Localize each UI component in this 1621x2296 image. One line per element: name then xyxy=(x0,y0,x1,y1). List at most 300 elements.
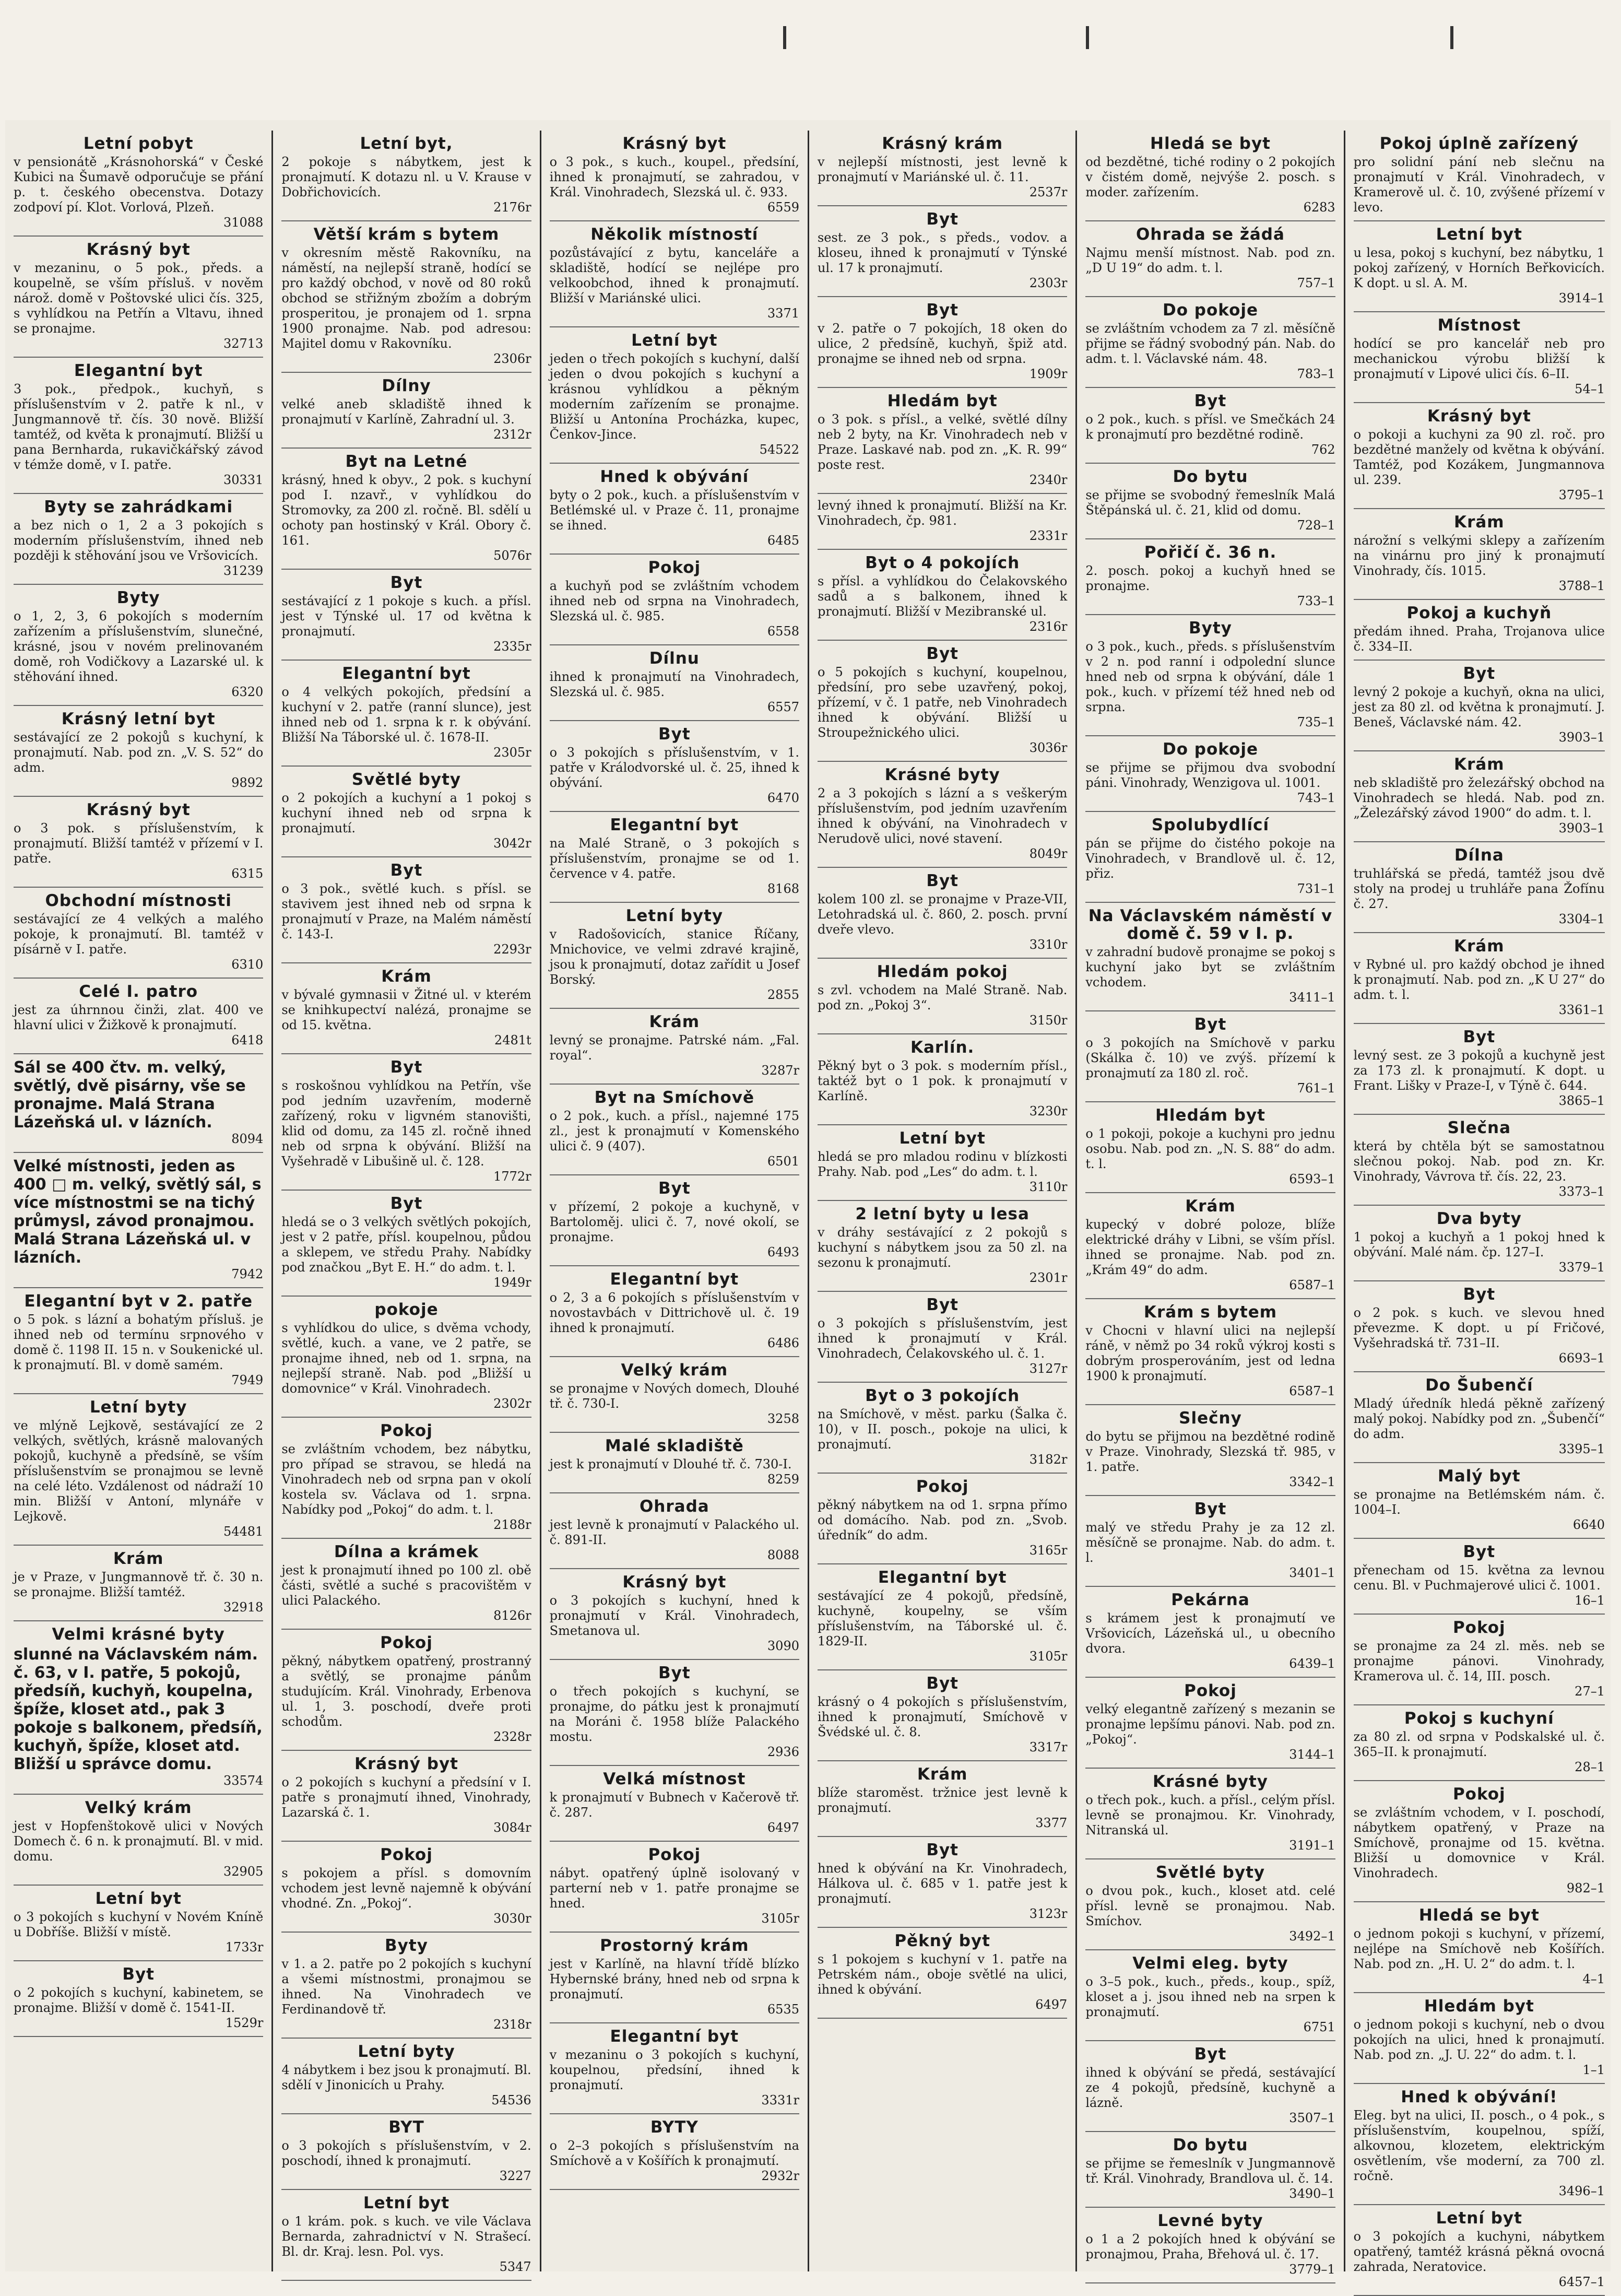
ad-body-text: o třech pok., kuch. a přísl., celým přísl. levně se pronajmou. Kr. Vinohrady, Nitranská ul. xyxy=(1085,1793,1335,1838)
ad-body-text: o 3 pokojích s příslušenstvím, jest ihned k pronajmutí v Král. Vinohradech, Čelakovského ul. č. 1. xyxy=(817,1316,1068,1361)
classified-ad xyxy=(281,1842,531,1933)
ad-heading: Krám xyxy=(1454,513,1505,532)
ad-body-text: Mladý úředník hledá pěkně zařízený malý pokoj. Nabídky pod zn. „Šubenčí“ do adm. xyxy=(1353,1396,1605,1441)
classified-ad xyxy=(281,857,531,963)
ad-body-text: ve mlýně Lejkově, sestávající ze 2 velkých, světlých, krásně malovaných pokojů, kuchyně a předsíně, se vším příslušenstvím se pronajmou se levně na celé léto. Vzdálenost od nádraží 10 min. Bližší v Antoní, mlynáře v Lejkově. xyxy=(14,1418,264,1524)
ad-heading: Byty xyxy=(385,1936,428,1955)
ad-reference-code: 728–1 xyxy=(1297,518,1335,533)
ad-heading: Do Šubenčí xyxy=(1425,1376,1533,1395)
ad-column xyxy=(1077,131,1345,2277)
ad-body-text: o 5 pokojích s kuchyní, koupelnou, předsíní, pro sebe uzavřený, pokoj, přízemí, v č. 1 patře, neb Vinohradech ihned k obývání. Bližší u Stroupežnického ulici. xyxy=(817,665,1068,740)
ad-body-text: velký elegantně zařízený s mezanin se pronajme lepšímu pánovi. Nab. pod zn. „Pokoj“. xyxy=(1085,1702,1335,1747)
classified-ad xyxy=(1085,903,1335,1011)
ad-heading: Byt xyxy=(926,872,959,890)
classified-ad xyxy=(818,297,1067,388)
ad-body-text: v mezaninu o 3 pokojích s kuchyní, koupelnou, předsíní, ihned k pronajmutí. xyxy=(549,2047,799,2092)
ad-heading: Byt na Letné xyxy=(345,452,468,471)
classified-ad xyxy=(818,1383,1067,1474)
classified-ad xyxy=(1354,131,1605,221)
ad-reference-code: 7949 xyxy=(231,1373,264,1387)
ad-reference-code: 3507–1 xyxy=(1289,2111,1335,2125)
classified-ad xyxy=(14,1886,263,1961)
ad-reference-code: 3788–1 xyxy=(1558,579,1605,593)
ad-reference-code: 6320 xyxy=(231,685,264,699)
ad-body-text: jest v Hopfenštokově ulici v Nových Domech č. 6 n. k pronajmutí. Bl. v mid. domu. xyxy=(14,1819,264,1864)
ad-heading: Velmi eleg. byty xyxy=(1132,1954,1288,1973)
classified-ad xyxy=(1085,1678,1335,1769)
ad-heading: Krám xyxy=(917,1765,968,1784)
ad-heading: BYT xyxy=(388,2118,424,2137)
ad-heading: Krásné byty xyxy=(1152,1772,1268,1791)
ad-reference-code: 28–1 xyxy=(1575,1760,1605,1774)
classified-ad xyxy=(550,1433,799,1493)
classified-ad xyxy=(1354,1781,1605,1902)
ad-reference-code: 8049r xyxy=(1029,846,1068,861)
ad-reference-code: 3182r xyxy=(1029,1452,1068,1467)
classified-ad xyxy=(1085,539,1335,615)
ad-reference-code: 2328r xyxy=(493,1729,531,1744)
ad-heading: Slečny xyxy=(1179,1409,1242,1428)
classified-ad xyxy=(14,1961,263,2037)
classified-ad xyxy=(1085,1011,1335,1102)
ad-reference-code: 32713 xyxy=(223,336,264,351)
classified-ad xyxy=(1354,1372,1605,1463)
ad-heading: pokoje xyxy=(374,1300,439,1319)
ad-reference-code: 3227 xyxy=(499,2169,531,2183)
ad-body-text: za 80 zl. od srpna v Podskalské ul. č. 365–II. k pronajmutí. xyxy=(1353,1729,1605,1759)
classified-ad xyxy=(550,555,799,645)
ad-heading: Byt xyxy=(926,1841,959,1859)
ad-reference-code: 3258 xyxy=(767,1411,799,1426)
ad-body-text: o 3 pok., světlé kuch. s přísl. se stavivem jest ihned neb od srpna k pronajmutí v Praze, na Malém náměstí č. 143-I. xyxy=(281,881,531,941)
classified-ad xyxy=(281,1297,531,1418)
ad-reference-code: 6485 xyxy=(767,533,799,548)
ad-heading: Letní byt xyxy=(899,1129,986,1148)
ad-reference-code: 3490–1 xyxy=(1289,2186,1335,2201)
ad-reference-code: 2331r xyxy=(1029,528,1068,543)
ad-reference-code: 2188r xyxy=(493,1517,531,1532)
ad-heading: Hledá se byt xyxy=(1150,134,1271,153)
classified-ad xyxy=(1085,615,1335,736)
ad-heading: Byt xyxy=(926,1674,959,1693)
ad-body-text: která by chtěla být se samostatnou slečnou pokoj. Nab. pod zn. Kr. Vinohrady, Vávrova tř. čís. 22, 23. xyxy=(1353,1139,1605,1184)
ad-body-text: ihned k obývání se předá, sestávající ze 4 pokojů, předsíně, kuchyně a lázně. xyxy=(1085,2065,1335,2110)
ad-reference-code: 3084r xyxy=(493,1820,531,1835)
scan-mark xyxy=(783,26,786,49)
ad-body-text: 4 nábytkem i bez jsou k pronajmutí. Bl. sdělí v Jinonicích u Prahy. xyxy=(281,2063,531,2092)
ad-body-text: v Radošovicích, stanice Říčany, Mnichovice, ve velmi zdravé krajině, jsou k pronajmutí, dotaz zařídit u Josef Borský. xyxy=(549,927,799,987)
ad-reference-code: 743–1 xyxy=(1297,791,1335,805)
classified-ad xyxy=(1354,509,1605,600)
ad-body-text: 2 pokoje s nábytkem, jest k pronajmutí. K dotazu nl. u V. Krause v Dobřichovicích. xyxy=(281,155,531,199)
ad-body-text: s vyhlídkou do ulice, s dvěma vchody, světlé, kuch. a vane, ve 2 patře, se pronajme ihned, neb od 1. srpna, na nejlepší straně. Nab. pod „Bližší u domovnice“ v Král. Vinohradech. xyxy=(281,1321,531,1396)
ad-reference-code: 54522 xyxy=(759,442,799,457)
classified-ad xyxy=(14,494,263,585)
classified-ad xyxy=(1085,812,1335,903)
ad-heading: Krám xyxy=(113,1549,164,1568)
classified-ad xyxy=(1085,1496,1335,1587)
ad-heading: 2 letní byty u lesa xyxy=(855,1205,1030,1223)
ad-reference-code: 5076r xyxy=(493,548,531,563)
ad-body-text: k pronajmutí v Bubnech v Kačerově tř. č. 287. xyxy=(549,1790,799,1820)
classified-columns xyxy=(5,131,1613,2289)
ad-heading: Letní byty xyxy=(89,1398,187,1417)
ad-reference-code: 6751 xyxy=(1303,2020,1335,2034)
scan-mark xyxy=(1450,26,1453,49)
ad-heading: Letní byt xyxy=(95,1889,182,1908)
classified-ad xyxy=(1354,661,1605,751)
ad-heading: Byt xyxy=(1463,1543,1496,1561)
ad-reference-code: 6593–1 xyxy=(1289,1172,1335,1186)
ad-body-text: levný 2 pokoje a kuchyň, okna na ulici, jest za 80 zl. od května k pronajmutí. J. Beneš, Václavské nám. 42. xyxy=(1353,685,1605,729)
ad-body-text: o 5 pok. s lázní a bohatým přísluš. je ihned neb od termínu srpnového v domě č. 1198 II. 15 n. v Soukenické ul. k pronajmutí. Bl. v domě samém. xyxy=(14,1312,264,1372)
ad-reference-code: 32905 xyxy=(223,1864,264,1879)
scan-mark xyxy=(1086,26,1089,49)
ad-reference-code: 16–1 xyxy=(1575,1593,1605,1608)
ad-heading: Krásný byt xyxy=(86,800,191,819)
ad-heading: Byty xyxy=(1189,619,1232,638)
ad-body-text: o 3 pok., kuch., předs. s příslušenstvím v 2 n. pod ranní i odpolední slunce hned neb od srpna k obývání, dále 1 pok., kuch. v přízemí též hned neb od srpna. xyxy=(1085,639,1335,714)
ad-heading: Letní byt, xyxy=(360,134,453,153)
ad-reference-code: 3865–1 xyxy=(1558,1093,1605,1108)
ad-body-text: Pěkný byt o 3 pok. s moderním přísl., taktéž byt o 1 pok. k pronajmutí v Karlíně. xyxy=(817,1058,1068,1103)
ad-body-text: ihned k pronajmutí na Vinohradech, Slezská ul. č. 985. xyxy=(549,669,799,699)
ad-body-text: v bývalé gymnasii v Žitné ul. v kterém se knihkupectví nalézá, pronajme se od 15. května. xyxy=(281,987,531,1032)
ad-reference-code: 6283 xyxy=(1303,200,1335,215)
ad-reference-code: 6558 xyxy=(767,624,799,639)
ad-reference-code: 2176r xyxy=(493,200,531,215)
classified-ad xyxy=(14,237,263,358)
ad-heading: Pokoj xyxy=(1452,1618,1506,1637)
ad-heading: Krám xyxy=(1454,755,1505,774)
ad-body-text: s roskošnou vyhlídkou na Petřín, vše pod jedním uzavřením, moderně zařízený, roku v ligvném stanovišti, klid od domu, za 145 zl. ročně ihned neb od srpna k obývání. Bližší na Vyšehradě v Libušině ul. č. 128. xyxy=(281,1078,531,1169)
ad-reference-code: 2855 xyxy=(767,987,799,1002)
ad-reference-code: 3310r xyxy=(1029,937,1068,952)
ad-body-text: jest levně k pronajmutí v Palackého ul. č. 891-II. xyxy=(549,1517,799,1547)
classified-ad xyxy=(1354,2084,1605,2205)
ad-body-text: a bez nich o 1, 2 a 3 pokojích s moderním příslušenstvím, ihned neb později k stěhování jsou ve Vršovicích. xyxy=(14,518,264,563)
classified-ad xyxy=(1085,221,1335,297)
classified-ad xyxy=(1085,1102,1335,1193)
ad-heading: Krám xyxy=(1454,937,1505,956)
ad-heading: Letní byty xyxy=(358,2042,455,2061)
ad-reference-code: 3401–1 xyxy=(1289,1565,1335,1580)
ad-reference-code: 54481 xyxy=(223,1524,264,1539)
classified-ad xyxy=(1354,751,1605,842)
ad-reference-code: 6439–1 xyxy=(1289,1656,1335,1671)
ad-heading: Byt xyxy=(658,1179,691,1198)
ad-heading: Byt o 4 pokojích xyxy=(865,554,1020,572)
ad-heading: Hned k obývání xyxy=(600,467,749,486)
ad-heading: Krásný byt xyxy=(1427,407,1531,426)
classified-ad xyxy=(14,888,263,979)
ad-body-text: krásný o 4 pokojích s příslušenstvím, ihned k pronajmutí, Smíchově v Švédské ul. č. 8. xyxy=(817,1694,1068,1739)
ad-heading: Pokoj xyxy=(380,1633,433,1652)
ad-reference-code: 3795–1 xyxy=(1558,488,1605,502)
classified-ad xyxy=(818,1292,1067,1383)
ad-reference-code: 2340r xyxy=(1029,473,1068,487)
classified-ad xyxy=(550,645,799,721)
ad-column xyxy=(809,131,1077,2271)
ad-reference-code: 8168 xyxy=(767,881,799,896)
ad-body-text: o třech pokojích s kuchyní, se pronajme, do pátku jest k pronajmutí na Moráni č. 1958 blíže Palackého mostu. xyxy=(549,1684,799,1744)
ad-heading: Hledám byt xyxy=(1424,1997,1534,2016)
classified-ad xyxy=(14,1546,263,1621)
ad-heading: Dva byty xyxy=(1436,1209,1522,1228)
ad-body-text: s 1 pokojem s kuchyní v 1. patře na Petrském nám., oboje světlé na ulici, ihned k obývání. xyxy=(817,1952,1068,1997)
ad-reference-code: 2293r xyxy=(493,942,531,957)
ad-reference-code: 8126r xyxy=(493,1608,531,1623)
ad-heading: Do pokoje xyxy=(1162,740,1259,759)
ad-body-text: pro solidní pání neb slečnu na pronajmutí v Král. Vinohradech, v Kramerově ul. č. 10, zvýšené přízemí v levo. xyxy=(1353,155,1605,215)
classified-ad xyxy=(1354,1206,1605,1281)
classified-ad xyxy=(1085,1299,1335,1405)
classified-ad xyxy=(1085,1587,1335,1678)
classified-ad xyxy=(818,868,1067,959)
ad-reference-code: 761–1 xyxy=(1297,1081,1335,1096)
ad-column xyxy=(273,131,541,2274)
ad-heading: Letní byt xyxy=(1436,2209,1522,2228)
ad-reference-code: 3230r xyxy=(1029,1104,1068,1118)
ad-body-text: se zvláštním vchodem, bez nábytku, pro případ se stravou, se hledá na Vinohradech neb od srpna pan v okolí kostela sv. Václava od 1. srpna. Nabídky pod „Pokoj“ do adm. t. l. xyxy=(281,1442,531,1517)
ad-reference-code: 6640 xyxy=(1572,1517,1605,1532)
ad-body-text: malý ve středu Prahy je za 12 zl. měsíčně se pronajme. Nab. do adm. t. l. xyxy=(1085,1520,1335,1565)
classified-ad xyxy=(1085,2132,1335,2208)
ad-reference-code: 6470 xyxy=(767,791,799,805)
ad-heading: Byt xyxy=(390,1194,423,1213)
classified-ad xyxy=(1354,1902,1605,1993)
ad-heading: Krám xyxy=(1185,1197,1236,1216)
ad-heading: Byt xyxy=(926,1296,959,1314)
ad-body-text: s zvl. vchodem na Malé Straně. Nab. pod zn. „Pokoj 3“. xyxy=(817,983,1068,1012)
classified-ad xyxy=(1354,1539,1605,1615)
ad-reference-code: 6457–1 xyxy=(1558,2275,1605,2289)
ad-reference-code: 6497 xyxy=(767,1820,799,1835)
classified-ad xyxy=(550,131,799,221)
classified-ad xyxy=(550,1660,799,1766)
ad-body-text: o 3–5 pok., kuch., předs., koup., spíž, kloset a j. jsou ihned neb na srpen k pronajmutí. xyxy=(1085,1974,1335,2019)
ad-body-text: o 2 pok. s kuch. ve slevou hned převezme. K dopt. u pí Fričové, Vyšehradská tř. 731–II. xyxy=(1353,1305,1605,1350)
ad-body-text: sestávající ze 4 velkých a malého pokoje, k pronajmutí. Bl. tamtéž v písárně v I. patře. xyxy=(14,912,264,957)
ad-heading: Do pokoje xyxy=(1162,301,1259,320)
ad-heading: Světlé byty xyxy=(1155,1863,1265,1882)
ad-reference-code: 6497 xyxy=(1035,1997,1068,2012)
ad-reference-code: 3304–1 xyxy=(1558,912,1605,926)
ad-heading: Prostorný krám xyxy=(600,1936,749,1955)
ad-body-text: pěkný nábytkem na od 1. srpna přímo od domácího. Nab. pod zn. „Svob. úředník“ do adm. xyxy=(817,1498,1068,1543)
ad-heading: Do bytu xyxy=(1173,2136,1248,2154)
classified-ad xyxy=(14,797,263,888)
classified-ad xyxy=(1085,131,1335,221)
classified-ad xyxy=(281,2190,531,2281)
ad-column xyxy=(541,131,809,2271)
ad-body-text: krásný, hned k obyv., 2 pok. s kuchyní pod I. nzavř., v vyhlídkou do Stromovky, za 200 zl. ročně. Bl. sdělí u ochoty pan hostinský v Král. Obory č. 161. xyxy=(281,473,531,548)
ad-heading: Pokoj xyxy=(1184,1681,1237,1700)
ad-body-text: slunné na Václavském nám. č. 63, v I. patře, 5 pokojů, předsíň, kuchyň, koupelna, špíže, kloset atd., pak 3 pokoje s balkonem, předsíň, kuchyň, špíže, kloset atd. Bližší u správce domu. xyxy=(14,1645,263,1773)
ad-heading: Byt xyxy=(1463,664,1496,683)
ad-heading: Krásný byt xyxy=(622,134,727,153)
ad-heading: Celé I. patro xyxy=(79,982,198,1001)
ad-reference-code: 6493 xyxy=(767,1245,799,1259)
ad-heading: Elegantní byt xyxy=(74,361,203,380)
classified-ad xyxy=(550,1842,799,1933)
ad-body-text: kolem 100 zl. se pronajme v Praze-VII, Letohradská ul. č. 860, 2. posch. první dveře vlevo. xyxy=(817,892,1068,937)
ad-heading: BYTY xyxy=(650,2118,699,2137)
ad-body-text: o 1, 2, 3, 6 pokojích s moderním zařízením a příslušenstvím, slunečné, krásné, jsou v novém prelinovaném domě, roh Vodičkovy a Lazarské ul. k stěhování ihned. xyxy=(14,609,264,684)
ad-body-text: 1 pokoj a kuchyň a 1 pokoj hned k obývání. Malé nám. čp. 127–I. xyxy=(1353,1230,1605,1259)
ad-reference-code: 6693–1 xyxy=(1558,1351,1605,1365)
ad-heading: Malé skladiště xyxy=(605,1437,744,1455)
classified-ad xyxy=(818,1474,1067,1564)
ad-heading: Hned k obývání! xyxy=(1401,2088,1558,2106)
ad-reference-code: 3361–1 xyxy=(1558,1003,1605,1017)
classified-ad xyxy=(818,1034,1067,1125)
ad-body-text: v nejlepší místnosti, jest levně k pronajmutí v Mariánské ul. č. 11. xyxy=(817,155,1068,184)
ad-heading: Elegantní byt xyxy=(878,1568,1007,1587)
ad-reference-code: 27–1 xyxy=(1575,1684,1605,1699)
classified-ad xyxy=(550,221,799,327)
classified-ad xyxy=(1085,2041,1335,2132)
ad-heading: Elegantní byt xyxy=(610,1270,739,1289)
classified-ad xyxy=(1354,221,1605,312)
ad-reference-code: 783–1 xyxy=(1297,367,1335,381)
classified-ad xyxy=(550,1175,799,1266)
ad-body-text: a kuchyň pod se zvláštním vchodem ihned neb od srpna na Vinohradech, Slezská ul. č. 985. xyxy=(549,579,799,623)
ad-reference-code: 3150r xyxy=(1029,1013,1068,1028)
classified-ad xyxy=(550,2023,799,2114)
ad-body-text: o jednom pokoji s kuchyní, neb o dvou pokojích na ulici, hned k pronajmutí. Nab. pod zn. „J. U. 22“ do adm. t. l. xyxy=(1353,2017,1605,2062)
ad-reference-code: 3903–1 xyxy=(1558,730,1605,745)
classified-ad xyxy=(818,641,1067,762)
ad-heading: Byt xyxy=(390,573,423,592)
ad-heading: Byt xyxy=(1194,1500,1227,1518)
classified-ad xyxy=(1085,1859,1335,1950)
ad-body-text: hned k obývání na Kr. Vinohradech, Hálkova ul. č. 685 v 1. patře jest k pronajmutí. xyxy=(817,1861,1068,1906)
ad-reference-code: 3377 xyxy=(1035,1816,1068,1830)
classified-ad xyxy=(818,131,1067,206)
ad-reference-code: 2335r xyxy=(493,639,531,654)
ad-reference-code: 3779–1 xyxy=(1289,2262,1335,2277)
classified-ad xyxy=(1354,1024,1605,1115)
classified-ad xyxy=(818,1201,1067,1292)
classified-ad xyxy=(281,131,531,221)
ad-body-text: kupecký v dobré poloze, blíže elektrické dráhy v Libni, se vším přísl. ihned se pronajme. Nab. pod zn. „Krám 49“ do adm. xyxy=(1085,1217,1335,1277)
ad-reference-code: 2302r xyxy=(493,1396,531,1411)
ad-heading: Byt o 3 pokojích xyxy=(865,1386,1020,1405)
ad-reference-code: 3165r xyxy=(1029,1543,1068,1558)
ad-body-text: jeden o třech pokojích s kuchyní, další jeden o dvou pokojích s kuchyní a krásnou vyhlídkou a pěkným moderním zařízením se pronajme. Bližší u Antonína Procházka, kupec, Čenkov-Jince. xyxy=(549,351,799,442)
classified-ad xyxy=(281,221,531,373)
ad-reference-code: 3191–1 xyxy=(1289,1838,1335,1853)
ad-heading: Byt xyxy=(658,1664,691,1682)
ad-heading: Místnost xyxy=(1437,316,1521,335)
ad-heading: Obchodní místnosti xyxy=(45,891,232,910)
ad-reference-code: 3287r xyxy=(761,1063,799,1078)
ad-body-text: o 2–3 pokojích s příslušenstvím na Smíchově a v Košířích k pronajmutí. xyxy=(549,2138,799,2168)
ad-body-text: s krámem jest k pronajmutí ve Vršovicích, Lázeňská ul., u obecního dvora. xyxy=(1085,1611,1335,1656)
ad-heading: Velký krám xyxy=(85,1798,192,1817)
ad-heading: Letní byt xyxy=(1436,225,1522,244)
ad-heading: Dílny xyxy=(382,376,431,395)
ad-heading: Pokoj xyxy=(648,558,701,577)
ad-body-text: o 3 pok. s přísl., a velké, světlé dílny neb 2 byty, na Kr. Vinohradech neb v Praze. Laskavé nab. pod zn. „K. R. 99“ poste rest. xyxy=(817,412,1068,472)
ad-body-text: se zvláštním vchodem za 7 zl. měsíčně přijme se řádný svobodný pán. Nab. do adm. t. l. Václavské nám. 48. xyxy=(1085,321,1335,366)
ad-heading: Krám xyxy=(381,967,432,986)
ad-body-text: nábyt. opatřený úplně isolovaný v parterní neb v 1. patře pronajme se hned. xyxy=(549,1866,799,1911)
ad-reference-code: 2312r xyxy=(493,427,531,442)
ad-reference-code: 3914–1 xyxy=(1558,291,1605,305)
classified-ad xyxy=(550,464,799,555)
ad-body-text: o 3 pokojích s příslušenstvím, v 2. poschodí, ihned k pronajmutí. xyxy=(281,2138,531,2168)
ad-heading: Ohrada se žádá xyxy=(1136,225,1285,244)
classified-ad xyxy=(1354,312,1605,403)
classified-ad xyxy=(281,1054,531,1191)
ad-body-text: v pensionátě „Krásnohorská“ v České Kubici na Šumavě odporučuje se přání p. t. českého obecenstva. Dotazy zodpoví pí. Klot. Vorlová, Plzeň. xyxy=(14,155,264,215)
ad-heading: Byt xyxy=(926,644,959,663)
ad-body-text: o 2, 3 a 6 pokojích s příslušenstvím v novostavbách v Dittrichově ul. č. 19 ihned k pronajmutí. xyxy=(549,1290,799,1335)
ad-heading: Pokoj s kuchyní xyxy=(1404,1709,1554,1728)
classified-ad xyxy=(281,2039,531,2114)
ad-reference-code: 3371 xyxy=(767,306,799,321)
ad-body-text: pozůstávající z bytu, kanceláře a skladiště, hodící se nejlépe pro velkoobchod, ihned k pronajmutí. Bližší v Mariánské ulici. xyxy=(549,245,799,305)
ad-heading: Několik místností xyxy=(590,225,759,244)
ad-reference-code: 731–1 xyxy=(1297,881,1335,896)
ad-body-text: o 1 krám. pok. s kuch. ve vile Václava Bernarda, zahradnictví v N. Strašecí. Bl. dr. Kraj. lesn. Pol. vys. xyxy=(281,2214,531,2259)
ad-body-text: se pronajme v Nových domech, Dlouhé tř. č. 730-I. xyxy=(549,1381,799,1411)
classified-ad xyxy=(1085,1193,1335,1299)
ad-heading: Byt xyxy=(122,1965,155,1984)
ad-body-text: o 2 pok., kuch. a přísl., najemné 175 zl., jest k pronajmutí v Komenského ulici č. 9 (407). xyxy=(549,1109,799,1153)
ad-reference-code: 6418 xyxy=(231,1033,264,1047)
ad-body-text: je v Praze, v Jungmannově tř. č. 30 n. se pronajme. Bližší tamtéž. xyxy=(14,1570,264,1599)
ad-reference-code: 3127r xyxy=(1029,1361,1068,1376)
ad-reference-code: 3342–1 xyxy=(1289,1475,1335,1489)
ad-reference-code: 6535 xyxy=(767,2002,799,2017)
ad-body-text: o 3 pokojích s příslušenstvím, v 1. patře v Králodvorské ul. č. 25, ihned k obývání. xyxy=(549,745,799,790)
ad-body-text: v 2. patře o 7 pokojích, 18 oken do ulice, 2 předsíně, kuchyň, špiž atd. pronajme se ihned neb od srpna. xyxy=(817,321,1068,366)
ad-reference-code: 3105r xyxy=(761,1911,799,1926)
ad-body-text: 2. posch. pokoj a kuchyň hned se pronajme. xyxy=(1085,563,1335,593)
ad-column xyxy=(5,131,273,2271)
ad-reference-code: 3379–1 xyxy=(1558,1260,1605,1275)
classified-ad xyxy=(281,2114,531,2190)
ad-heading: Do bytu xyxy=(1173,467,1248,486)
classified-ad xyxy=(550,2114,799,2190)
classified-ad xyxy=(818,959,1067,1034)
ad-reference-code: 3317r xyxy=(1029,1740,1068,1755)
classified-ad xyxy=(1354,2205,1605,2296)
ad-reference-code: 4–1 xyxy=(1582,1972,1605,1986)
ad-body-text: pán se přijme do čistého pokoje na Vinohradech, v Brandlově ul. č. 12, přiz. xyxy=(1085,836,1335,881)
ad-reference-code: 3110r xyxy=(1029,1180,1068,1194)
classified-ad xyxy=(550,327,799,464)
ad-reference-code: 2306r xyxy=(493,351,531,366)
ad-heading: Pokoj a kuchyň xyxy=(1406,604,1552,622)
ad-heading: Byt xyxy=(658,725,691,744)
ad-reference-code: 2936 xyxy=(767,1745,799,1759)
ad-body-text: se přijme se svobodný řemeslník Malá Štěpánská ul. č. 21, klid od domu. xyxy=(1085,488,1335,517)
ad-body-text: o 2 pok., kuch. s přísl. ve Smečkách 24 k pronajmutí pro bezdětné rodině. xyxy=(1085,412,1335,442)
classified-ad xyxy=(1354,933,1605,1024)
ad-body-text: o dvou pok., kuch., kloset atd. celé přísl. levně se pronajmou. Nab. Smíchov. xyxy=(1085,1883,1335,1928)
ad-body-text: jest v Karlíně, na hlavní třídě blízko Hybernské brány, hned neb od srpna k pronajmutí. xyxy=(549,1957,799,2001)
classified-ad xyxy=(281,963,531,1054)
ad-reference-code: 1949r xyxy=(493,1275,531,1290)
ad-body-text: se zvláštním vchodem, v I. poschodí, nábytkem opatřený, v Praze na Smíchově, pronajme od 15. května. Bližší u domovnice v Král. Vinohradech. xyxy=(1353,1805,1605,1880)
ad-body-text: se přijme se řemeslník v Jungmannově tř. Král. Vinohrady, Brandlova ul. č. 14. xyxy=(1085,2156,1335,2186)
ad-reference-code: 1909r xyxy=(1029,367,1068,381)
ad-reference-code: 8094 xyxy=(231,1132,264,1146)
